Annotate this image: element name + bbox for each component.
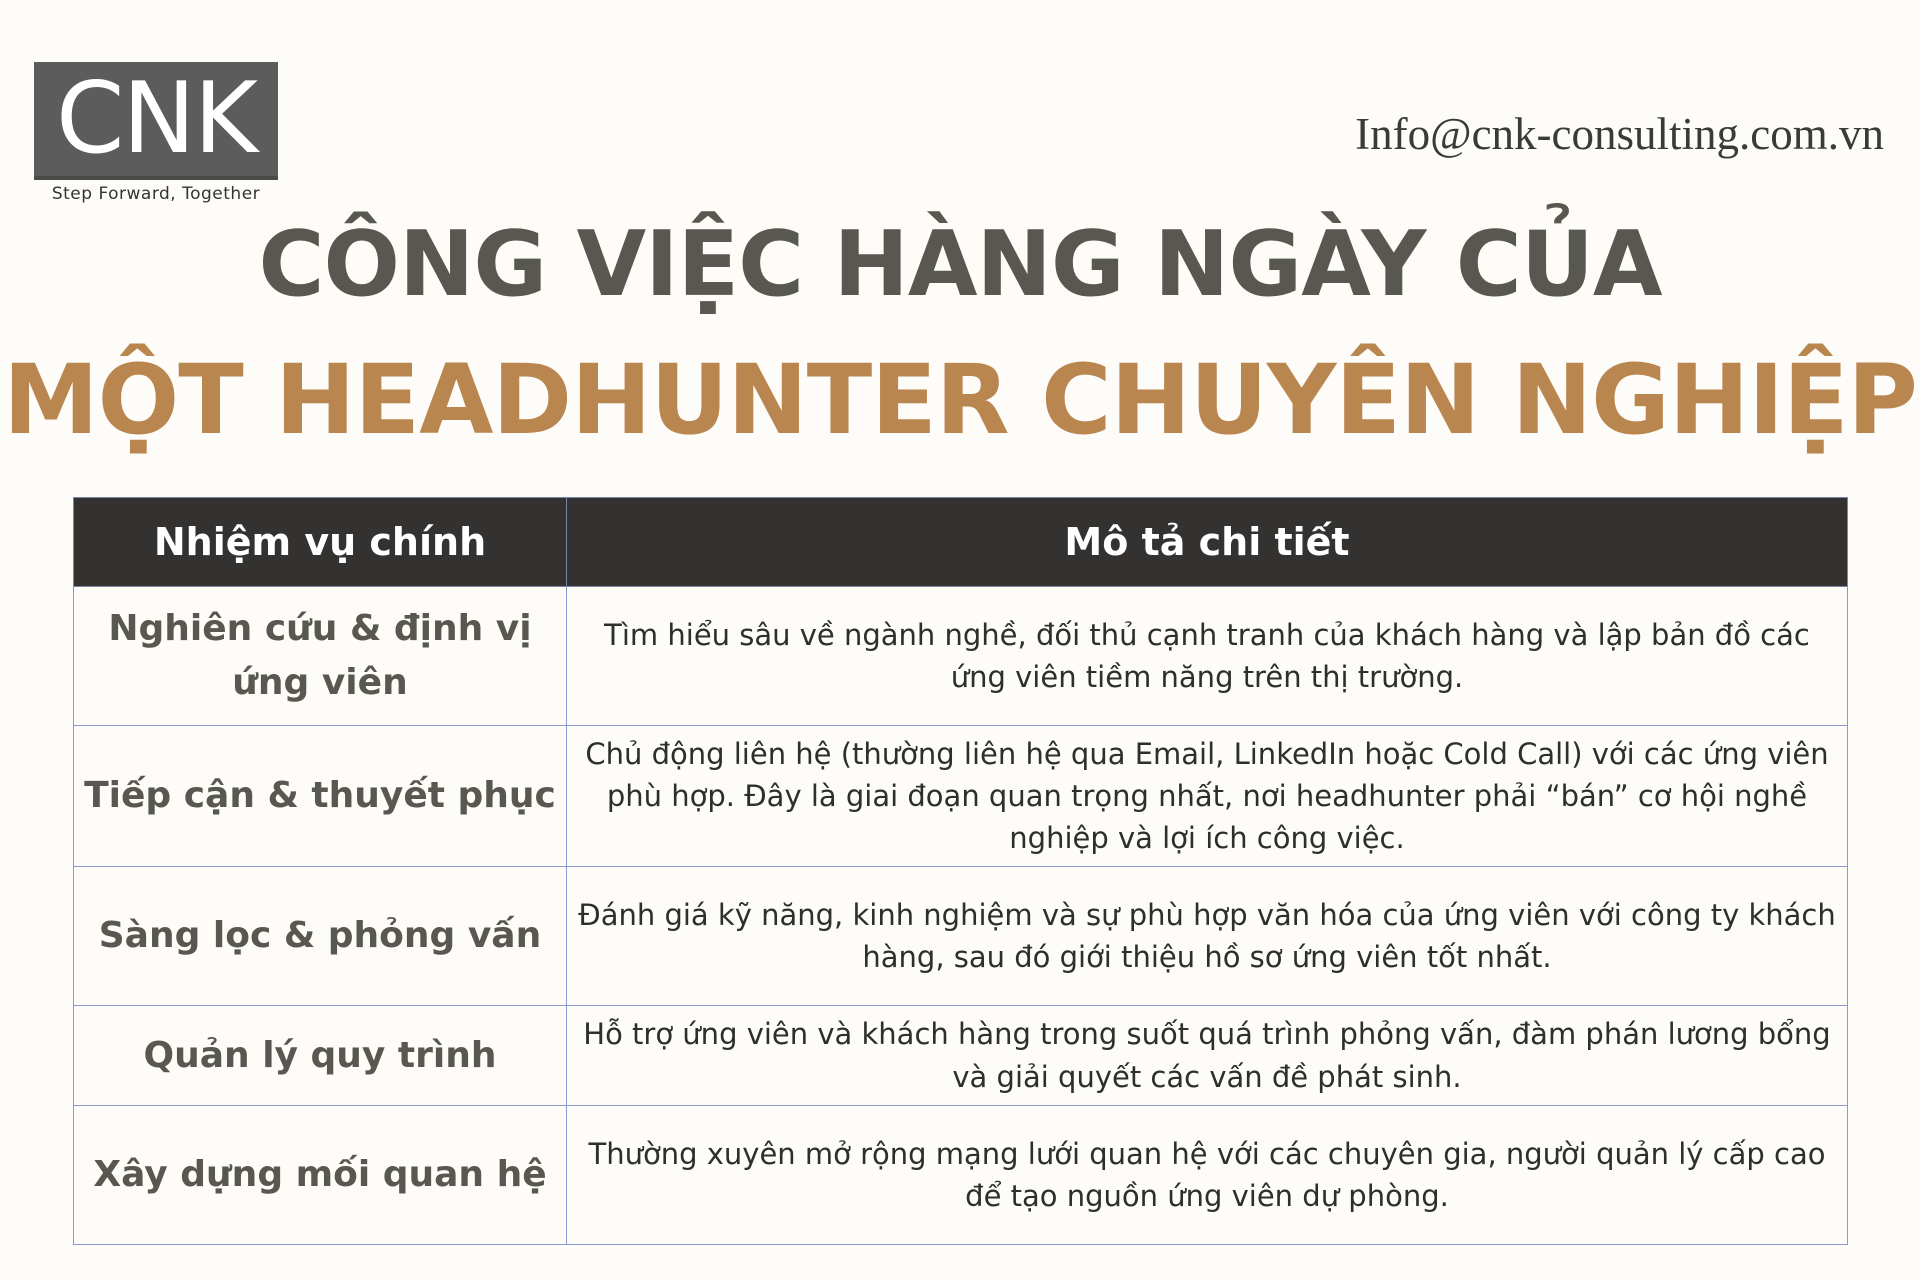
header-main-task: Nhiệm vụ chính: [74, 498, 567, 587]
table-row: [74, 1106, 1848, 1245]
page-title-line2: MỘT HEADHUNTER CHUYÊN NGHIỆP: [3, 344, 1917, 456]
task-name: Tiếp cận & thuyết phục: [74, 726, 567, 867]
task-description: Chủ động liên hệ (thường liên hệ qua Email, LinkedIn hoặc Cold Call) với các ứng viên phù hợp. Đây là giai đoạn quan trọng nhất, nơi headhunter phải “bán” cơ hội nghề nghiệp và lợi ích công việc.: [567, 726, 1848, 867]
task-description: Hỗ trợ ứng viên và khách hàng trong suốt quá trình phỏng vấn, đàm phán lương bổng và giải quyết các vấn đề phát sinh.: [567, 1006, 1848, 1106]
table-row: [74, 867, 1848, 1006]
task-description: Đánh giá kỹ năng, kinh nghiệm và sự phù hợp văn hóa của ứng viên với công ty khách hàng, sau đó giới thiệu hồ sơ ứng viên tốt nhất.: [567, 867, 1848, 1006]
table-row: [74, 726, 1848, 867]
tasks-table: [73, 497, 1848, 1245]
task-name: Nghiên cứu & định vị ứng viên: [74, 587, 567, 726]
header-description: Mô tả chi tiết: [567, 498, 1848, 587]
table-row: [74, 1006, 1848, 1106]
company-logo: [34, 62, 278, 204]
task-name: Quản lý quy trình: [74, 1006, 567, 1106]
task-description: Tìm hiểu sâu về ngành nghề, đối thủ cạnh tranh của khách hàng và lập bản đồ các ứng viên tiềm năng trên thị trường.: [567, 587, 1848, 726]
task-name: Xây dựng mối quan hệ: [74, 1106, 567, 1245]
table-header-row: [74, 498, 1848, 587]
contact-email: Info@cnk-consulting.com.vn: [1355, 109, 1884, 159]
task-description: Thường xuyên mở rộng mạng lưới quan hệ với các chuyên gia, người quản lý cấp cao để tạo nguồn ứng viên dự phòng.: [567, 1106, 1848, 1245]
task-name: Sàng lọc & phỏng vấn: [74, 867, 567, 1006]
logo-tagline: Step Forward, Together: [51, 184, 261, 204]
table-row: [74, 587, 1848, 726]
logo-mark: CNK: [34, 62, 278, 180]
page-title-line1: CÔNG VIỆC HÀNG NGÀY CỦA: [258, 212, 1662, 317]
